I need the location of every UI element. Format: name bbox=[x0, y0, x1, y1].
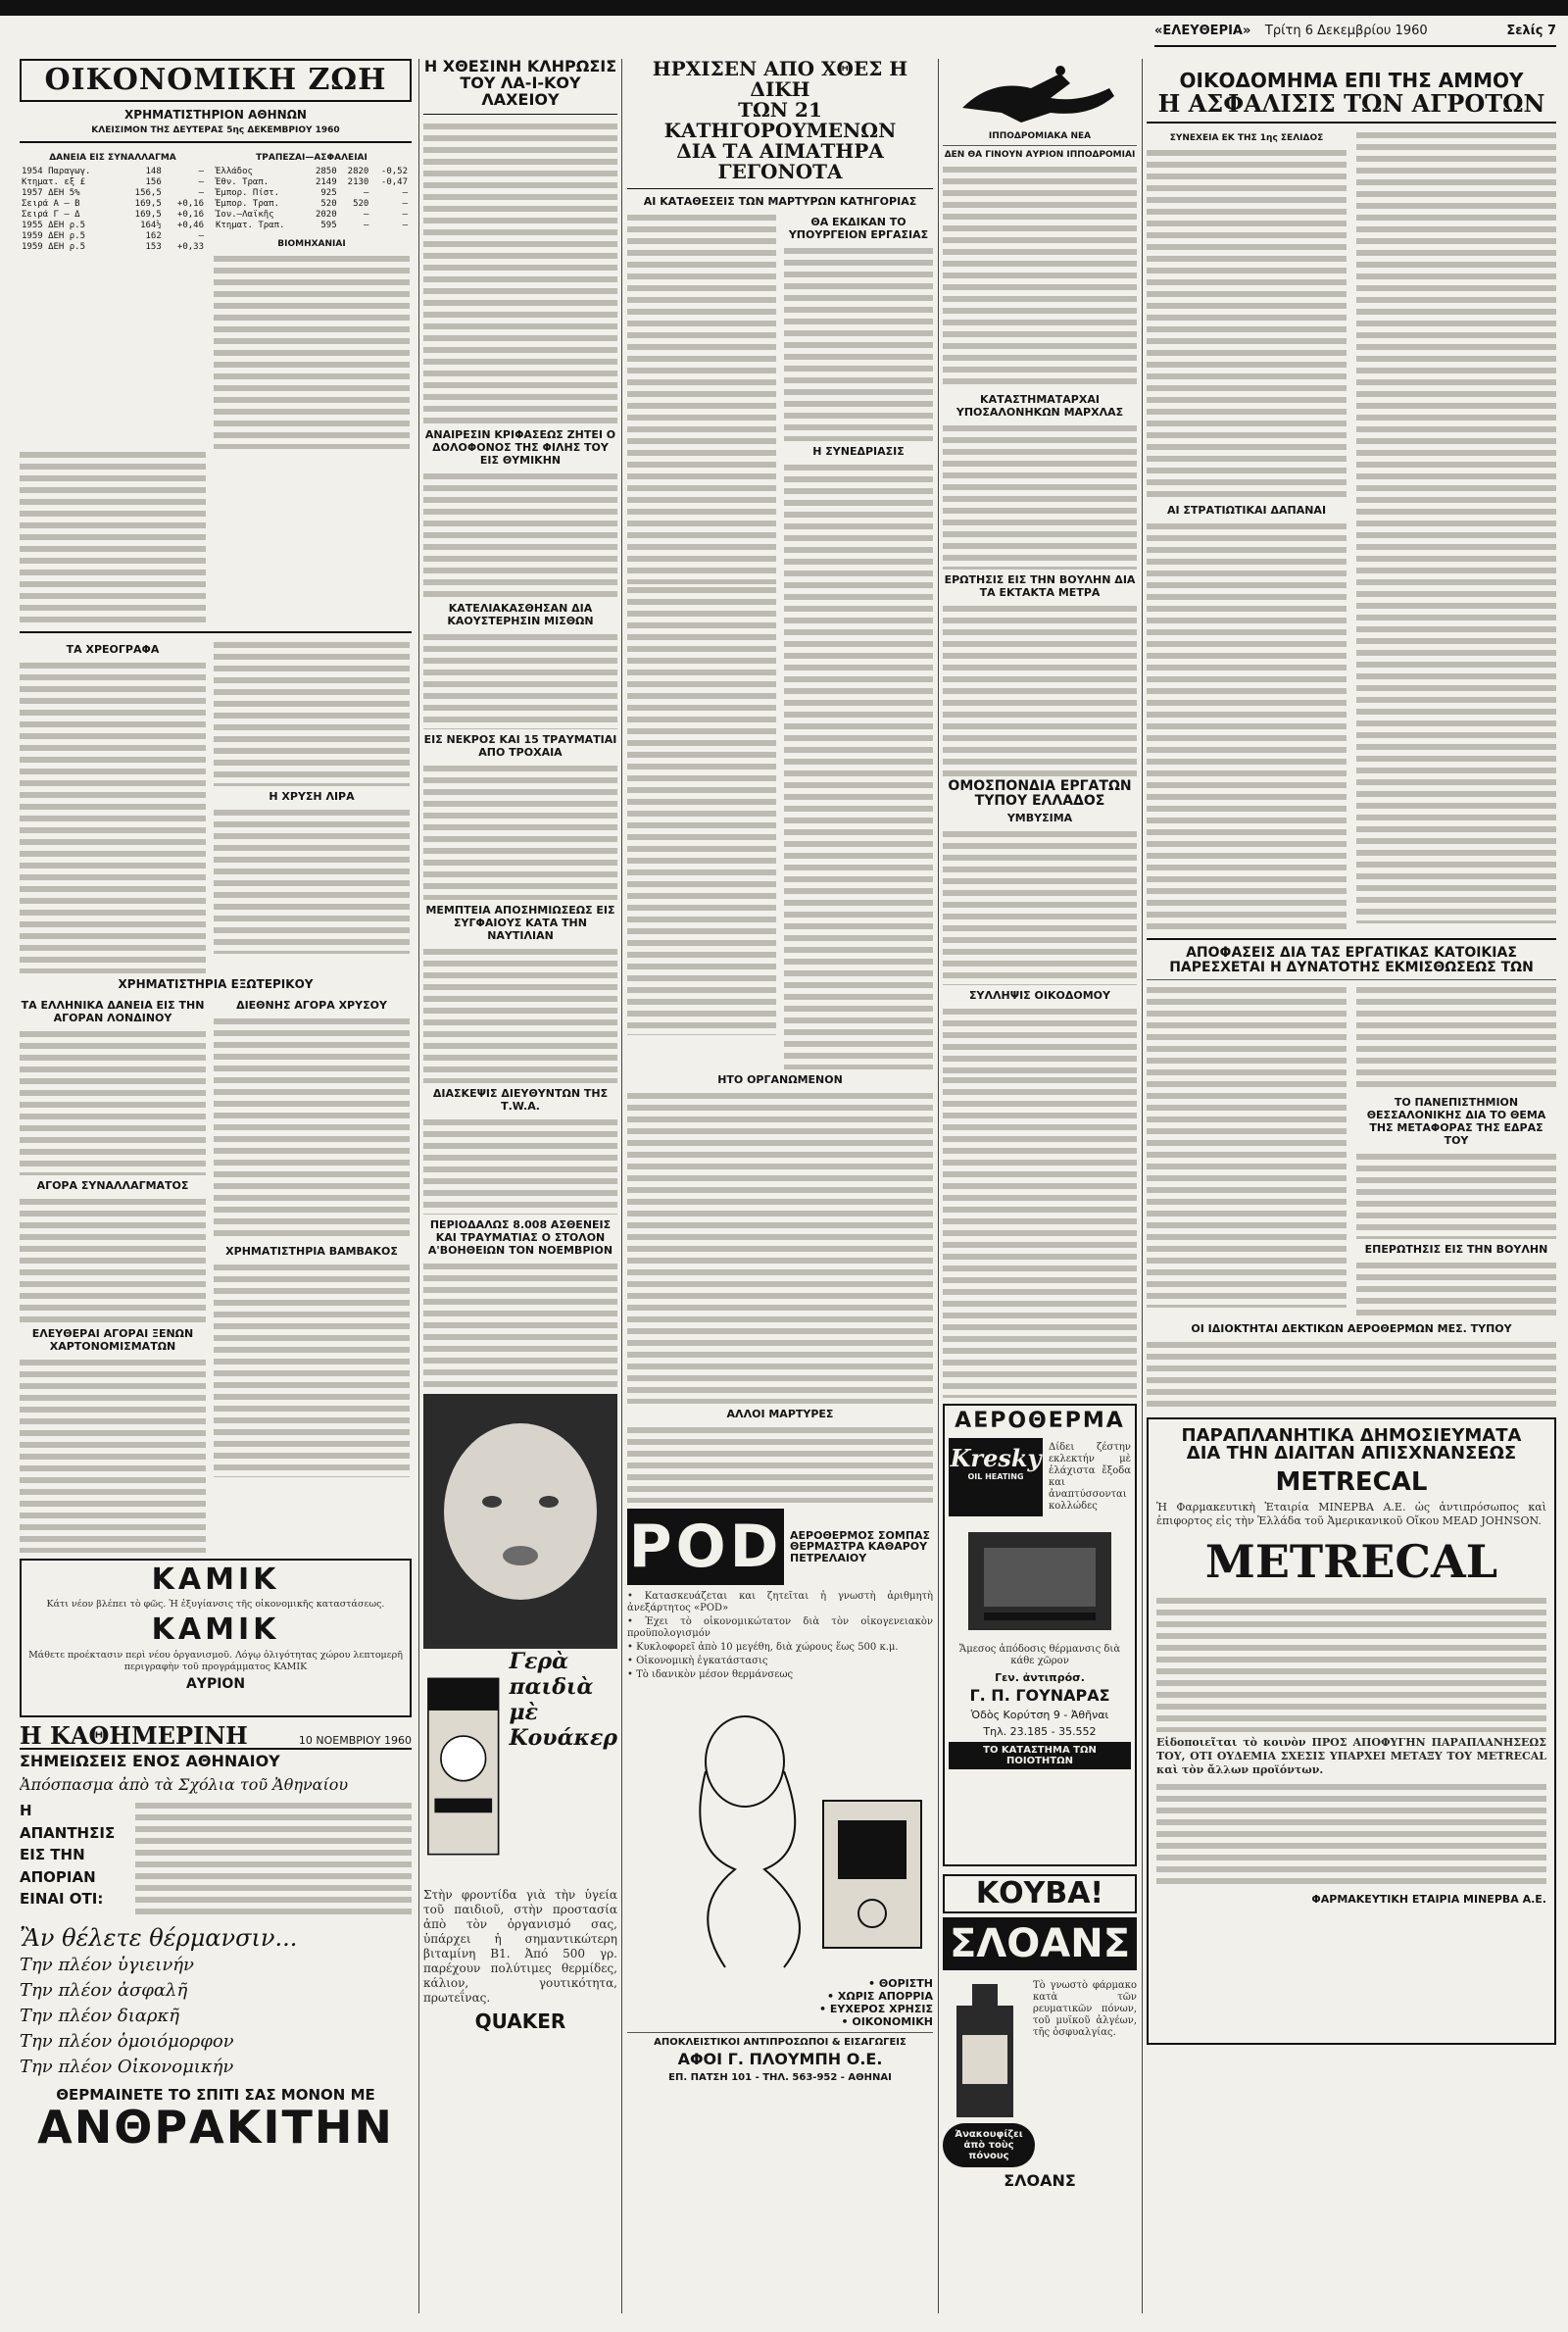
banks-row bbox=[214, 199, 410, 210]
pod-bottom-item: • ΧΩΡΙΣ ΑΠΟΡΡΙΑ bbox=[827, 1990, 933, 2003]
loans-cell: 169,5 bbox=[134, 198, 162, 209]
exchange-subtitle: ΚΛΕΙΣΙΜΟΝ ΤΗΣ ΔΕΥΤΕΡΑΣ 5ης ΔΕΚΕΜΒΡΙΟΥ 1960 bbox=[91, 124, 340, 135]
loans-cell: 156,5 bbox=[134, 187, 162, 198]
loans-row bbox=[20, 231, 206, 242]
column-trial bbox=[627, 59, 933, 2313]
pod-bottom-list bbox=[627, 1977, 933, 2028]
kamik-logo-2: KAMIK bbox=[151, 1613, 280, 1647]
loans-cell: 1957 ΔΕΗ 5% bbox=[22, 187, 80, 198]
gold-market-title: ΔΙΕΘΝΗΣ ΑΓΟΡΑ ΧΡΥΣΟΥ bbox=[236, 998, 387, 1012]
cotton-title: ΧΡΗΜΑΤΙΣΤΗΡΙΑ ΒΑΜΒΑΚΟΣ bbox=[225, 1244, 398, 1258]
banks-cell: Ἐμπορ. Τραπ. bbox=[216, 198, 280, 209]
kamik-logo: KAMIK bbox=[151, 1562, 280, 1597]
col2-text-1 bbox=[423, 471, 617, 598]
col1-markets-right bbox=[214, 995, 410, 1553]
loans-cell: 156 bbox=[145, 176, 162, 187]
col4-sub-3: ΣΥΛΛΗΨΙΣ ΟΙΚΟΔΟΜΟΥ bbox=[969, 989, 1110, 1003]
pod-sub-2: ΘΕΡΜΑΣΤΡΑ ΚΑΘΑΡΟΥ ΠΕΤΡΕΛΑΙΟΥ bbox=[790, 1540, 928, 1564]
col4-sub-2: ΕΡΩΤΗΣΙΣ ΕΙΣ ΤΗΝ ΒΟΥΛΗΝ ΔΙΑ ΤΑ ΕΚΤΑΚΤΑ ΜΕΤΡΑ bbox=[944, 573, 1136, 599]
banks-row bbox=[214, 167, 410, 177]
divider bbox=[1147, 938, 1556, 940]
industries-table bbox=[214, 253, 410, 449]
col1-lower bbox=[20, 639, 412, 973]
loans-row bbox=[20, 167, 206, 177]
industries-header: ΒΙΟΜΗΧΑΝΙΑΙ bbox=[277, 238, 346, 249]
column-rule bbox=[621, 59, 622, 2313]
column-lottery bbox=[423, 59, 617, 2313]
loans-cell: +0,16 bbox=[176, 198, 204, 209]
union-text bbox=[943, 828, 1137, 985]
column-insurance bbox=[1147, 59, 1556, 2313]
trial-sub-5: ΑΛΛΟΙ ΜΑΡΤΥΡΕΣ bbox=[726, 1408, 834, 1420]
col2-sub-4: ΜΕΜΠΤΕΙΑ ΑΠΟΣΗΜΙΩΣΕΩΣ ΕΙΣ ΣΥΓΦΑΙΟΥΣ ΚΑΤΑ ΤΗΝ ΝΑΥΤΙΛΙΑΝ bbox=[425, 904, 615, 943]
article-text bbox=[214, 639, 410, 786]
lottery-text bbox=[423, 121, 617, 424]
insurance-headline-2: Η ΑΣΦΑΛΙΣΙΣ ΤΩΝ ΑΓΡΟΤΩΝ bbox=[1157, 89, 1545, 118]
trial-text-3 bbox=[784, 245, 933, 441]
trial-sub-3: Η ΣΥΝΕΔΡΙΑΣΙΣ bbox=[812, 445, 905, 458]
housing-right bbox=[1356, 984, 1556, 1318]
trial-headline-2: ΤΩΝ 21 ΚΑΤΗΓΟΡΟΥΜΕΝΩΝ bbox=[663, 98, 897, 142]
exchange-extra-rows bbox=[20, 449, 206, 625]
loans-cell: Σειρά Γ — Δ bbox=[22, 209, 80, 220]
kathimerini-column: ΣΗΜΕΙΩΣΕΙΣ ΕΝΟΣ ΑΘΗΝΑΙΟΥ bbox=[20, 1751, 280, 1770]
col2-sub-2: ΚΑΤΕΛΙΑΚΑΣΘΗΣΑΝ ΔΙΑ ΚΑΟΥΣΤΕΡΗΣΙΝ ΜΙΣΘΩΝ bbox=[447, 602, 594, 628]
kathimerini-excerpt bbox=[135, 1800, 412, 1917]
answer-bottom: ΘΕΡΜΑΙΝΕΤΕ ΤΟ ΣΠΙΤΙ ΣΑΣ ΜΟΝΟΝ ΜΕ bbox=[56, 2086, 375, 2105]
chronicle-text bbox=[20, 660, 206, 973]
aerotherma-title: ΑΕΡΟΘΕΡΜΑ bbox=[955, 1409, 1125, 1434]
column-rule bbox=[938, 59, 939, 2313]
quaker-line-2: παιδιὰ bbox=[509, 1674, 594, 1701]
housing-headline-1: ΑΠΟΦΑΣΕΙΣ ΔΙΑ ΤΑΣ ΕΡΓΑΤΙΚΑΣ ΚΑΤΟΙΚΙΑΣ bbox=[1186, 945, 1517, 962]
kathimerini-title: Η ΚΑΘΗΜΕΡΙΝΗ bbox=[20, 1722, 248, 1750]
trial-sub-4: ΗΤΟ ΟΡΓΑΝΩΜΕΝΟΝ bbox=[717, 1073, 843, 1086]
column-rule bbox=[1142, 59, 1143, 2313]
union-sub: ΥΜΒΥΣΙΜΑ bbox=[1006, 812, 1073, 825]
banks-table-wrap bbox=[214, 149, 410, 449]
kathimerini-head bbox=[20, 1723, 412, 1750]
banks-header: ΤΡΑΠΕΖΑΙ—ΑΣΦΑΛΕΙΑΙ bbox=[256, 152, 368, 163]
banks-cell: -0,52 bbox=[380, 166, 408, 176]
col2-text-3 bbox=[423, 763, 617, 900]
kresky-logo-box bbox=[949, 1438, 1043, 1516]
kathimerini-from: Ἀπόσπασμα ἀπὸ τὰ Σχόλια τοῦ Ἀθηναίου bbox=[20, 1775, 349, 1795]
loans-row bbox=[20, 242, 206, 253]
greek-loans-title: ΤΑ ΕΛΛΗΝΙΚΑ ΔΑΝΕΙΑ ΕΙΣ ΤΗΝ ΑΓΟΡΑΝ ΛΟΝΔΙΝΟΥ bbox=[21, 998, 205, 1024]
banks-cell: — bbox=[402, 209, 408, 220]
loans-table bbox=[20, 167, 206, 253]
loans-cell: +0,16 bbox=[176, 209, 204, 220]
divider bbox=[20, 631, 412, 633]
private-title: ΟΙ ΙΔΙΟΚΤΗΤΑΙ ΔΕΚΤΙΚΩΝ ΑΕΡΟΘΕΡΜΩΝ ΜΕΣ. ΤΥΠΟΥ bbox=[1191, 1321, 1512, 1335]
trial-headline-1: ΗΡΧΙΣΕΝ ΑΠΟ ΧΘΕΣ Η ΔΙΚΗ bbox=[652, 59, 908, 101]
horse-text bbox=[943, 164, 1137, 389]
col2-text-5 bbox=[423, 1116, 617, 1215]
metrecal-logo-1: METRECAL bbox=[1275, 1467, 1428, 1498]
banks-cell: 2149 bbox=[315, 176, 337, 187]
loans-cell: Σειρά Α — Β bbox=[22, 198, 80, 209]
housing-columns bbox=[1147, 984, 1556, 1318]
divider bbox=[1147, 979, 1556, 980]
housing-text-2 bbox=[1356, 984, 1556, 1092]
masthead-rule bbox=[1154, 45, 1556, 47]
horse-header: ΙΠΠΟΔΡΟΜΙΑΚΑ ΝΕΑ bbox=[988, 131, 1092, 141]
trial-right bbox=[784, 212, 933, 1069]
column-economic bbox=[20, 59, 412, 2313]
loans-cell: — bbox=[198, 187, 204, 198]
answer-block bbox=[20, 1800, 412, 1917]
col2-sub-6: ΠΕΡΙΟΔΑΛΩΣ 8.008 ΑΣΘΕΝΕΙΣ ΚΑΙ ΤΡΑΥΜΑΤΙΑΣ Ο ΣΤΟΛΟΝ Α'ΒΟΗΘΕΙΩΝ ΤΟΝ ΝΟΕΜΒΡΙΟΝ bbox=[427, 1218, 613, 1258]
sloans-ad bbox=[943, 1874, 1137, 2266]
baby-photo-icon bbox=[423, 1394, 617, 1649]
masthead-page: Σελίς 7 bbox=[1506, 24, 1556, 38]
trial-text-5 bbox=[627, 1090, 933, 1404]
sloans-footer: ΣΛΟΑΝΣ bbox=[1004, 2170, 1076, 2190]
pod-bottom-item: • ΟΙΚΟΝΟΜΙΚΗ bbox=[841, 2015, 933, 2028]
gounaras-phone: Τηλ. 23.185 - 35.552 bbox=[983, 1725, 1097, 1739]
metrecal-ad bbox=[1147, 1417, 1556, 2045]
loans-row bbox=[20, 177, 206, 188]
banks-cell: — bbox=[363, 187, 369, 198]
private-text bbox=[1147, 1339, 1556, 1408]
insurance-sub-1: ΑΙ ΣΤΡΑΤΙΩΤΙΚΑΙ ΔΑΠΑΝΑΙ bbox=[1166, 504, 1327, 518]
divider bbox=[627, 188, 933, 189]
col2-sub-1: ΑΝΑΙΡΕΣΙΝ ΚΡΙΦΑΣΕΩΣ ΖΗΤΕΙ Ο ΔΟΛΟΦΟΝΟΣ ΤΗΣ ΦΙΛΗΣ ΤΟΥ ΕΙΣ ΘΥΜΙΚΗΝ bbox=[424, 428, 616, 468]
divider bbox=[423, 114, 617, 115]
masthead-paper: «ΕΛΕΥΘΕΡΙΑ» bbox=[1154, 24, 1251, 38]
pod-features bbox=[627, 1591, 933, 1681]
pod-feature: • Οἰκονομικὴ ἐγκατάστασις bbox=[627, 1656, 768, 1666]
pod-agent-3: ΕΠ. ΠΑΤΣΗ 101 - ΤΗΛ. 563-952 - ΑΘΗΝΑΙ bbox=[668, 2071, 892, 2083]
loans-cell: 153 bbox=[145, 241, 162, 252]
trial-text-6 bbox=[627, 1424, 933, 1503]
gounaras-address: Ὁδὸς Κορύτση 9 - Ἀθῆναι bbox=[970, 1709, 1109, 1722]
kamik-tomorrow: ΑΥΡΙΟΝ bbox=[185, 1675, 246, 1692]
loans-cell: Κτηματ. εξ £ bbox=[22, 176, 86, 187]
loans-cell: +0,33 bbox=[176, 241, 204, 252]
free-markets-title: ΕΛΕΥΘΕΡΑΙ ΑΓΟΡΑΙ ΞΕΝΩΝ ΧΑΡΤΟΝΟΜΙΣΜΑΤΩΝ bbox=[31, 1326, 194, 1353]
loans-row bbox=[20, 221, 206, 231]
kresky-ad bbox=[943, 1404, 1137, 1866]
pod-head bbox=[627, 1509, 933, 1585]
masthead-date: Τρίτη 6 Δεκεμβρίου 1960 bbox=[1264, 24, 1428, 38]
lottery-headline: Η ΧΘΕΣΙΝΗ ΚΛΗΡΩΣΙΣ ΤΟΥ ΛΑ-Ι-ΚΟΥ ΛΑΧΕΙΟΥ bbox=[423, 59, 617, 109]
trial-sub: ΑΙ ΚΑΤΑΘΕΣΕΙΣ ΤΩΝ ΜΑΡΤΥΡΩΝ ΚΑΤΗΓΟΡΙΑΣ bbox=[643, 195, 917, 208]
col4-text-1 bbox=[943, 422, 1137, 570]
gounaras-banner: ΤΟ ΚΑΤΑΣΤΗΜΑ ΤΩΝ ΠΟΙΟΤΗΤΩΝ bbox=[949, 1742, 1131, 1769]
gounaras-name: Γ. Π. ΓΟΥΝΑΡΑΣ bbox=[969, 1686, 1110, 1706]
chronicle-title: ΤΑ ΧΡΕΟΓΡΑΦΑ bbox=[66, 642, 160, 656]
insurance-columns bbox=[1147, 129, 1556, 932]
col1-lower-left bbox=[20, 639, 206, 973]
loans-cell: +0,46 bbox=[176, 220, 204, 230]
housing-headline-2: ΠΑΡΕΣΧΕΤΑΙ Η ΔΥΝΑΤΟΤΗΣ ΕΚΜΙΣΘΩΣΕΩΣ ΤΩΝ bbox=[1169, 959, 1534, 975]
housing-text-1 bbox=[1147, 984, 1347, 1308]
banks-cell: Ἑλλάδος bbox=[216, 166, 253, 176]
banks-row bbox=[214, 188, 410, 199]
pod-feature: • Ἐχει τὸ οἰκονομικώτατον διὰ τὸν οἰκογενειακὸν προϋπολογισμόν bbox=[627, 1616, 933, 1639]
col2-sub-5: ΔΙΑΣΚΕΨΙΣ ΔΙΕΥΘΥΝΤΩΝ ΤΗΣ Τ.W.Α. bbox=[432, 1087, 609, 1114]
kamik-tagline-2: Μάθετε προέκτασιν περὶ νέου ὀργανισμοῦ. Λόγῳ ὀλιγότητας χώρου λεπτομερῆ περιγραφὴν τοῦ προγράμματος KAMIK bbox=[28, 1649, 403, 1672]
divider bbox=[943, 145, 1137, 146]
loans-cell: 1959 ΔΕΗ ρ.5 bbox=[22, 230, 86, 241]
parliament-text bbox=[1356, 1260, 1556, 1318]
heater-icon bbox=[949, 1522, 1131, 1640]
pod-logo: POD bbox=[627, 1509, 784, 1585]
col4-text-4 bbox=[943, 1074, 1137, 1398]
quaker-brand: QUAKER bbox=[474, 2009, 566, 2034]
banks-cell: — bbox=[402, 198, 408, 209]
answer-line: Ἂν θέλετε θέρμανσιν... bbox=[20, 1924, 298, 1953]
col4-sub-1: ΚΑΤΑΣΤΗΜΑΤΑΡΧΑΙ ΥΠΟΣΑΛΟΝΗΚΩΝ ΜΑΡΧΛΑΣ bbox=[956, 393, 1124, 419]
trial-headline-3: ΔΙΑ ΤΑ ΑΙΜΑΤΗΡΑ ΓΕΓΟΝΟΤΑ bbox=[676, 139, 884, 183]
banks-cell: 2020 bbox=[315, 209, 337, 220]
divider bbox=[1147, 122, 1556, 124]
cotton-text bbox=[214, 1262, 410, 1477]
answer-lines bbox=[20, 1923, 412, 2080]
loans-cell: — bbox=[198, 176, 204, 187]
col2-sub-3: ΕΙΣ ΝΕΚΡΟΣ ΚΑΙ 15 ΤΡΑΥΜΑΤΙΑΙ ΑΠΟ ΤΡΟΧΑΙΑ bbox=[423, 733, 617, 760]
parliament-sub: ΕΠΕΡΩΤΗΣΙΣ ΕΙΣ ΤΗΝ ΒΟΥΛΗΝ bbox=[1364, 1242, 1548, 1256]
banks-cell: 2130 bbox=[347, 176, 369, 187]
insurance-headline-1: ΟΙΚΟΔΟΜΗΜΑ ΕΠΙ ΤΗΣ ΑΜΜΟΥ bbox=[1179, 69, 1524, 92]
insurance-right bbox=[1356, 129, 1556, 932]
kouva-title: ΚΟΥΒΑ! bbox=[943, 1874, 1137, 1913]
metrecal-header-2: ΔΙΑ ΤΗΝ ΔΙΑΙΤΑΝ ΑΠΙΣΧΝΑΝΣΕΩΣ bbox=[1186, 1443, 1517, 1464]
col2-text-6 bbox=[423, 1261, 617, 1388]
gold-title: Η ΧΡΥΣΗ ΛΙΡΑ bbox=[269, 789, 355, 803]
loans-row bbox=[20, 199, 206, 210]
free-markets-text bbox=[20, 1357, 206, 1553]
pod-agent-1: ΑΠΟΚΛΕΙΣΤΙΚΟΙ ΑΝΤΙΠΡΟΣΩΠΟΙ & ΕΙΣΑΓΩΓΕΙΣ bbox=[654, 2037, 906, 2048]
kresky-note: Ἄμεσος ἀπόδοσις θέρμανσις διὰ κάθε χῶρον bbox=[958, 1644, 1121, 1667]
univ-text bbox=[1356, 1151, 1556, 1239]
foreign-exchange-title: ΧΡΗΜΑΤΙΣΤΗΡΙΑ ΕΞΩΤΕΡΙΚΟΥ bbox=[118, 976, 314, 991]
kresky-head bbox=[949, 1438, 1131, 1516]
pod-ad bbox=[627, 1509, 933, 2185]
sloans-badge: Ἀνακουφίζει ἀπὸ τοὺς πόνους bbox=[943, 2123, 1035, 2167]
col4-text-2 bbox=[943, 603, 1137, 779]
gold-text bbox=[214, 807, 410, 954]
insurance-text-1 bbox=[1147, 147, 1347, 500]
quaker-oats-box-icon bbox=[423, 1649, 504, 1884]
col2-text-2 bbox=[423, 631, 617, 729]
banks-cell: Ἐθν. Τραπ. bbox=[216, 176, 270, 187]
metrecal-text-2 bbox=[1156, 1781, 1546, 1889]
loans-cell: 148 bbox=[145, 166, 162, 176]
banks-cell: 2820 bbox=[347, 166, 369, 176]
banks-cell: 595 bbox=[320, 220, 337, 230]
loans-cell: 162 bbox=[145, 230, 162, 241]
loans-row bbox=[20, 188, 206, 199]
kamik-tagline: Κάτι νέον βλέπει τὸ φῶς. Ἡ ἐξυγίανσις τῆς οἰκονομικῆς καταστάσεως. bbox=[46, 1599, 385, 1610]
trial-left bbox=[627, 212, 776, 1069]
answer-line: Την πλέον Οἰκονομικήν bbox=[20, 2057, 234, 2078]
quaker-body bbox=[423, 1649, 617, 1884]
banks-row bbox=[214, 177, 410, 188]
kresky-text: Δίδει ζέστην εκλεκτήν μὲ ἐλάχιστα ἔξοδα και ἀναπτύσσονται κολλώδες bbox=[1049, 1442, 1131, 1513]
metrecal-sign: ΦΑΡΜΑΚΕΥΤΙΚΗ ΕΤΑΙΡΙΑ ΜΙΝΕΡΒΑ Α.Ε. bbox=[1311, 1892, 1546, 1906]
loans-row bbox=[20, 210, 206, 221]
pod-sub-1: ΑΕΡΟΘΕΡΜΟΣ ΣΟΜΠΑΣ bbox=[790, 1528, 931, 1542]
banks-cell: Κτηματ. Τραπ. bbox=[216, 220, 285, 230]
section-title-box bbox=[20, 59, 412, 102]
banks-cell: 925 bbox=[320, 187, 337, 198]
sloans-body bbox=[943, 1976, 1137, 2123]
section-title: ΟΙΚΟΝΟΜΙΚΗ ΖΩΗ bbox=[44, 63, 387, 97]
sloans-logo: ΣΛΟΑΝΣ bbox=[943, 1917, 1137, 1970]
answer-title-wrap bbox=[20, 1800, 127, 1917]
loans-cell: — bbox=[198, 230, 204, 241]
pod-bottom-item: • ΕΥΧΕΡΟΣ ΧΡΗΣΙΣ bbox=[819, 2003, 933, 2015]
pod-feature: • Τὸ ιδανικὸν μέσον θερμάνσεως bbox=[627, 1669, 794, 1680]
pod-bottom-item: • ΘΟΡΙΣΤΗ bbox=[868, 1977, 933, 1990]
insurance-left bbox=[1147, 129, 1347, 932]
gold-market-text bbox=[214, 1016, 410, 1241]
loans-cell: 169,5 bbox=[134, 209, 162, 220]
banks-cell: — bbox=[363, 220, 369, 230]
loans-cell: 1959 ΔΕΗ ρ.5 bbox=[22, 241, 86, 252]
answer-line: Την πλέον ὁμοιόμορφον bbox=[20, 2031, 234, 2053]
divider bbox=[20, 141, 412, 143]
trial-sub-2: ΘΑ ΕΚΔΙΚΑΝ ΤΟ ΥΠΟΥΡΓΕΙΟΝ ΕΡΓΑΣΙΑΣ bbox=[788, 216, 929, 241]
kresky-logo: Kresky bbox=[950, 1444, 1042, 1473]
horse-sub: ΔΕΝ ΘΑ ΓΙΝΟΥΝ ΑΥΡΙΟΝ ΙΠΠΟΔΡΟΜΙΑΙ bbox=[944, 150, 1136, 160]
greek-loans-text bbox=[20, 1028, 206, 1175]
horse-racing-icon bbox=[943, 59, 1137, 127]
quaker-line-1: Γερὰ bbox=[509, 1649, 569, 1675]
kathimerini-ad bbox=[20, 1723, 412, 2233]
univ-title: ΤΟ ΠΑΝΕΠΙΣΤΗΜΙΟΝ ΘΕΣΣΑΛΟΝΙΚΗΣ ΔΙΑ ΤΟ ΘΕΜΑ ΤΗΣ ΜΕΤΑΦΟΡΑΣ ΤΗΣ ΕΔΡΑΣ ΤΟΥ bbox=[1366, 1095, 1546, 1147]
banks-cell: — bbox=[402, 220, 408, 230]
pod-feature: • Κυκλοφορεῖ ἀπὸ 10 μεγέθη, διὰ χώρους ἕως 500 κ.μ. bbox=[627, 1642, 899, 1653]
banks-row bbox=[214, 221, 410, 231]
col1-markets-left bbox=[20, 995, 206, 1553]
housing-left bbox=[1147, 984, 1347, 1318]
banks-cell: 520 bbox=[353, 198, 369, 209]
metrecal-text bbox=[1156, 1595, 1546, 1732]
loans-cell: 1954 Παραγωγ. bbox=[22, 166, 91, 176]
metrecal-body: Ἡ Φαρμακευτικὴ Ἑταιρία ΜΙΝΕΡΒΑ Α.Ε. ὡς ἀντιπρόσωπος καὶ ἐπιφορτος εἰς τὴν Ἑλλάδα τοῦ Ἀμερικανικοῦ Οἴκου MEAD JOHNSON. bbox=[1156, 1500, 1546, 1527]
quaker-copy bbox=[504, 1649, 617, 1884]
banks-cell: 520 bbox=[320, 198, 337, 209]
banks-table bbox=[214, 167, 410, 231]
masthead bbox=[1154, 24, 1556, 43]
top-black-band bbox=[0, 0, 1568, 16]
banks-cell: — bbox=[363, 209, 369, 220]
divider bbox=[627, 2032, 933, 2033]
answer-line: Την πλέον ὑγιεινήν bbox=[20, 1955, 194, 1976]
gounaras-label: Γεν. ἀντιπρόσ. bbox=[995, 1671, 1085, 1685]
trial-text-1 bbox=[627, 212, 776, 584]
loans-cell: — bbox=[198, 166, 204, 176]
sloans-bottle-icon bbox=[943, 1976, 1027, 2123]
col1-markets bbox=[20, 995, 412, 1553]
anthrakitis-logo: ΑΝΘΡΑΚΙΤΗΝ bbox=[37, 2101, 394, 2155]
continued-label: ΣΥΝΕΧΕΙΑ ΕΚ ΤΗΣ 1ης ΣΕΛΙΔΟΣ bbox=[1169, 133, 1324, 144]
column-rule bbox=[418, 59, 419, 2313]
col2-text-4 bbox=[423, 946, 617, 1083]
banks-cell: 2850 bbox=[315, 166, 337, 176]
answer-line: Την πλέον διαρκῆ bbox=[20, 2006, 180, 2027]
insurance-text-2 bbox=[1147, 521, 1347, 932]
pod-feature: • Κατασκευάζεται και ζητεῖται ἡ γνωστὴ ἀριθμητὴ ἀνεξάρτητος «POD» bbox=[627, 1591, 933, 1613]
banks-cell: Ἐμπορ. Πίστ. bbox=[216, 187, 280, 198]
loans-cell: 164½ bbox=[140, 220, 162, 230]
trial-columns bbox=[627, 212, 933, 1069]
column-horses bbox=[943, 59, 1137, 2313]
quaker-ad bbox=[423, 1394, 617, 2080]
quaker-line-3: μὲ bbox=[509, 1700, 538, 1726]
kresky-sub: OIL HEATING bbox=[967, 1472, 1024, 1482]
kamik-ad bbox=[20, 1559, 412, 1717]
trial-text-4 bbox=[784, 462, 933, 1069]
fx-market-text bbox=[20, 1196, 206, 1323]
col1-lower-right bbox=[214, 639, 410, 973]
answer-line: Την πλέον ἀσφαλῆ bbox=[20, 1980, 188, 2002]
exchange-tables bbox=[20, 149, 412, 449]
loans-header: ΔΑΝΕΙΑ ΕΙΣ ΣΥΝΑΛΛΑΓΜΑ bbox=[49, 152, 176, 163]
loans-cell: 1955 ΔΕΗ ρ.5 bbox=[22, 220, 86, 230]
fx-market-title: ΑΓΟΡΑ ΣΥΝΑΛΛΑΓΜΑΤΟΣ bbox=[36, 1178, 189, 1192]
pod-sub-wrap bbox=[784, 1530, 933, 1564]
sloans-text: Τὸ γνωστὸ φάρμακο κατὰ τῶν ρευματικῶν πόνων, τοῦ μυϊκοῦ ἀλγέων, τῆς ὀσφυαλγίας. bbox=[1033, 1979, 1137, 2038]
loans-table-wrap bbox=[20, 149, 206, 449]
answer-title: Η ΑΠΑΝΤΗΣΙΣ ΕΙΣ ΤΗΝ ΑΠΟΡΙΑΝ ΕΙΝΑΙ ΟΤΙ: bbox=[20, 1802, 116, 1909]
insurance-text-3 bbox=[1356, 129, 1556, 923]
trial-text-2 bbox=[627, 584, 776, 1035]
metrecal-logo-2: METRECAL bbox=[1204, 1534, 1498, 1588]
exchange-title: ΧΡΗΜΑΤΙΣΤΗΡΙΟΝ ΑΘΗΝΩΝ bbox=[124, 107, 307, 122]
union-title: ΟΜΟΣΠΟΝΔΙΑ ΕΡΓΑΤΩΝ ΤΥΠΟΥ ΕΛΛΑΔΟΣ bbox=[948, 778, 1132, 809]
metrecal-header-1: ΠΑΡΑΠΛΑΝΗΤΙΚΑ ΔΗΜΟΣΙΕΥΜΑΤΑ bbox=[1181, 1424, 1522, 1446]
quaker-line-4: Κουάκερ bbox=[509, 1725, 617, 1752]
pod-agent-2: ΑΦΟΙ Γ. ΠΛΟΥΜΠΗ Ο.Ε. bbox=[677, 2050, 883, 2068]
metrecal-notice: Εἰδοποιεῖται τὸ κοινὸν ΠΡΟΣ ΑΠΟΦΥΓΗΝ ΠΑΡΑΠΛΑΝΗΣΕΩΣ ΤΟΥ, ΟΤΙ ΟΥΔΕΜΙΑ ΣΧΕΣΙΣ ΥΠΑΡΧΕΙ ΜΕΤΑΞΥ ΤΟΥ METRECAL καὶ τὸν ἄλλων προϊόντων. bbox=[1156, 1735, 1546, 1776]
col4-text-3 bbox=[943, 1006, 1137, 1074]
kathimerini-date: 10 ΝΟΕΜΒΡΙΟΥ 1960 bbox=[298, 1733, 412, 1747]
quaker-text: Στὴν φροντίδα γιὰ τὴν ὑγεία τοῦ παιδιοῦ, στὴν προστασία ἀπὸ τὸν ὀργανισμό σας, ὑπάρχει ἡ σημαντικώτερη βιταμίνη Β1. Ἀπό 500 γρ. παρέχουν πολύτιμες θερμίδες, κάλιον, γουτικότητα, πρωτεΐνας. bbox=[423, 1888, 617, 2006]
banks-cell: — bbox=[402, 187, 408, 198]
banks-cell: Ἰον.—Λαϊκῆς bbox=[216, 209, 274, 220]
banks-row bbox=[214, 210, 410, 221]
banks-cell: -0,47 bbox=[380, 176, 408, 187]
pod-lady-illustration-icon bbox=[627, 1683, 933, 1977]
